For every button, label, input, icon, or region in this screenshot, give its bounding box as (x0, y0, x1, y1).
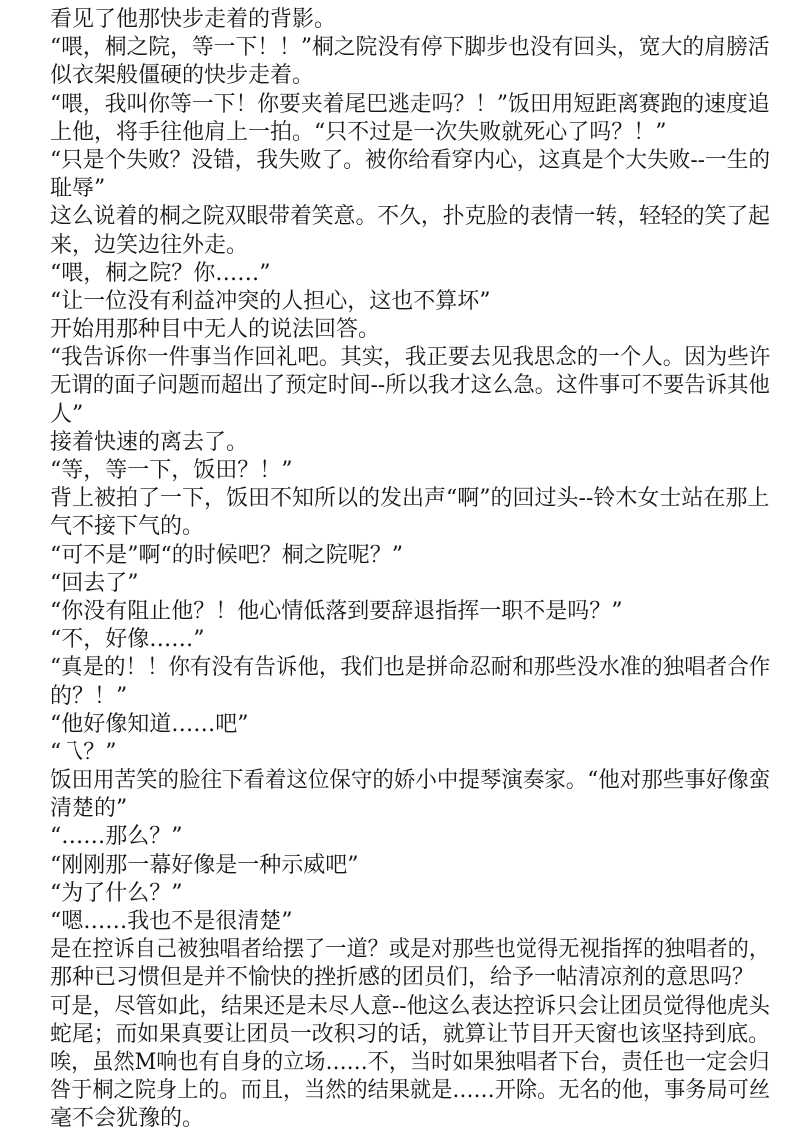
text-line: 背上被拍了一下，饭田不知所以的发出声“啊”的回过头--铃木女士站在那上 (50, 486, 770, 512)
text-line: 的？！” (50, 683, 128, 709)
text-line: 接着快速的离去了。 (50, 429, 249, 455)
text-line: 气不接下气的。 (50, 514, 205, 540)
text-line: 似衣架般僵硬的快步走着。 (50, 63, 315, 89)
text-line: 无谓的面子问题而超出了预定时间--所以我才这么急。这件事可不要告诉其他 (50, 373, 770, 399)
text-line: 唉，虽然M响也有自身的立场……不，当时如果独唱者下台，责任也一定会归 (50, 1049, 770, 1075)
text-line: “回去了” (50, 570, 139, 596)
text-line: “为了什么？” (50, 880, 183, 906)
text-line: “乁？” (50, 739, 117, 765)
text-body (50, 6, 770, 1134)
text-line: 那种已习惯但是并不愉快的挫折感的团员们，给予一帖清凉剂的意思吗？ (50, 965, 755, 991)
text-line: “嗯……我也不是很清楚” (50, 909, 293, 934)
text-line: 可是，尽管如此，结果还是未尽人意--他这么表达控诉只会让团员觉得他虎头 (50, 993, 770, 1019)
text-line: “喂，我叫你等一下！你要夹着尾巴逃走吗？！”饭田用短距离赛跑的速度追 (50, 91, 770, 117)
text-line: “等，等一下，饭田？！” (50, 458, 293, 483)
text-line: “他好像知道……吧” (50, 711, 249, 737)
text-line: “刚刚那一幕好像是一种示威吧” (50, 852, 359, 878)
text-line: 清楚的” (50, 796, 128, 822)
text-line: “不，好像……” (50, 627, 205, 653)
text-line: “喂，桐之院，等一下！！”桐之院没有停下脚步也没有回头，宽大的肩膀活 (50, 35, 770, 61)
text-line: 饭田用苦笑的脸往下看着这位保守的娇小中提琴演奏家。“他对那些事好像蛮 (50, 768, 771, 794)
text-line: 这么说着的桐之院双眼带着笑意。不久，扑克脸的表情一转，轻轻的笑了起 (50, 204, 770, 230)
text-line: 上他，将手往他肩上一拍。“只不过是一次失败就死心了吗？！” (50, 119, 667, 145)
text-line: 看见了他那快步走着的背影。 (50, 7, 337, 32)
text-line: “让一位没有利益冲突的人担心，这也不算坏” (50, 288, 491, 314)
text-line: 是在控诉自己被独唱者给摆了一道？或是对那些也觉得无视指挥的独唱者的， (50, 937, 771, 963)
text-line: “只是个失败？没错，我失败了。被你给看穿内心，这真是个大失败--一生的 (50, 147, 771, 173)
text-line: 来，边笑边往外走。 (50, 232, 249, 258)
text-line: 开始用那种目中无人的说法回答。 (50, 317, 381, 343)
text-line: “你没有阻止他？！他心情低落到要辞退指挥一职不是吗？” (50, 598, 623, 624)
text-line: 人” (50, 401, 84, 427)
text-line: “真是的！！你有没有告诉他，我们也是拼命忍耐和那些没水准的独唱者合作 (50, 655, 771, 681)
text-line: “……那么？” (50, 824, 183, 850)
text-line: “我告诉你一件事当作回礼吧。其实，我正要去见我思念的一个人。因为些许 (50, 345, 771, 371)
text-line: “喂，桐之院？你……” (50, 260, 271, 286)
text-line: 咎于桐之院身上的。而且，当然的结果就是……开除。无名的他，事务局可丝 (50, 1078, 771, 1104)
text-line: “可不是”啊“的时候吧？桐之院呢？” (50, 542, 403, 568)
text-line: 毫不会犹豫的。 (50, 1106, 205, 1132)
text-line: 耻辱” (50, 176, 106, 202)
text-line: 蛇尾；而如果真要让团员一改积习的话，就算让节目开天窗也该坚持到底。 (50, 1021, 770, 1047)
